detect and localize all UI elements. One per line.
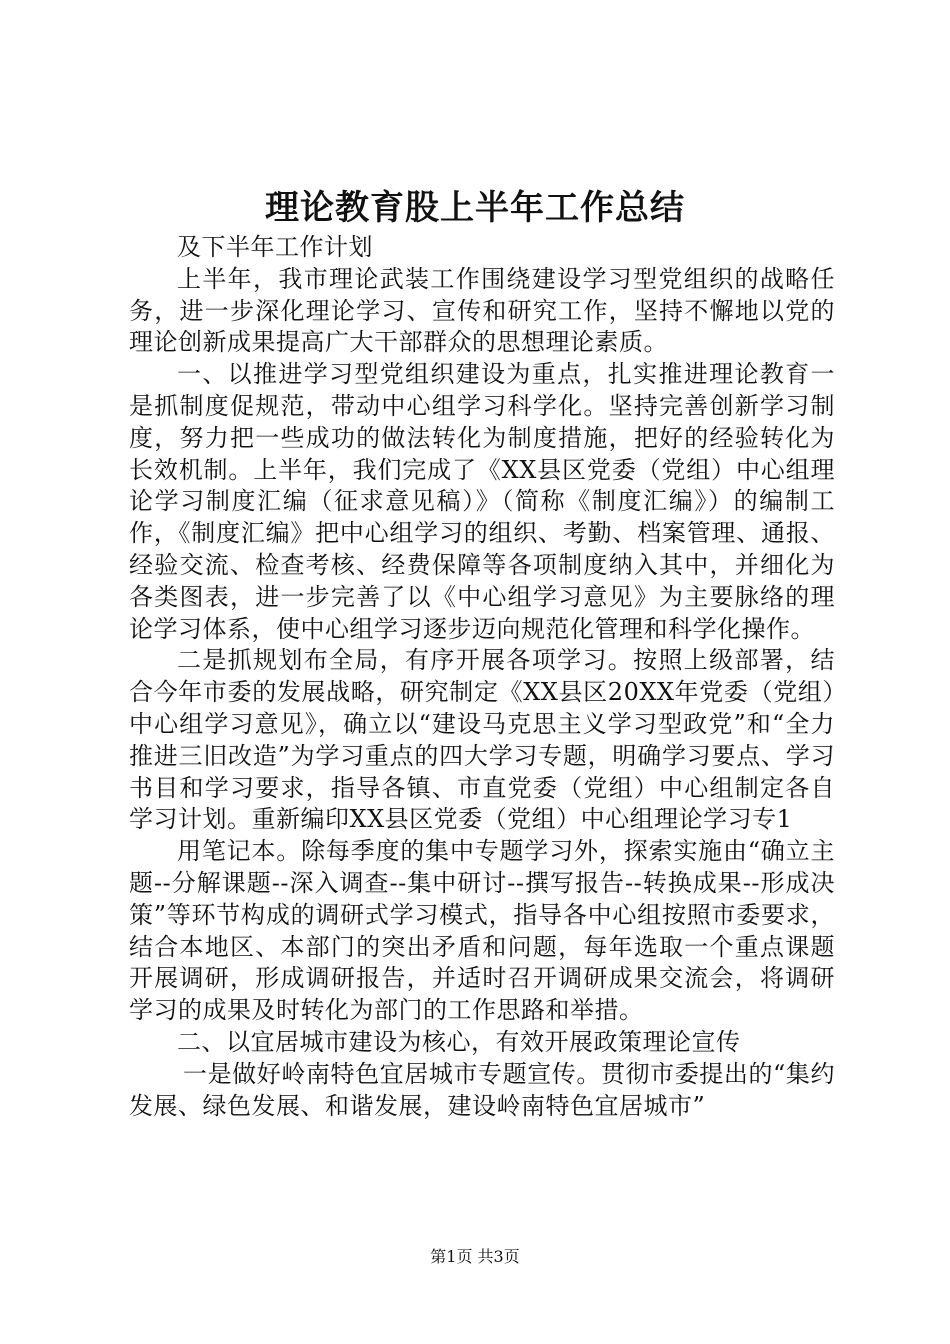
paragraph-intro: 上半年，我市理论武装工作围绕建设学习型党组织的战略任务，进一步深化理论学习、宣传和研究工作，坚持不懈地以党的理论创新成果提高广大干部群众的思想理论素质。 (129, 264, 835, 357)
paragraph-subtitle: 及下半年工作计划 (177, 233, 373, 261)
page-footer: 第1页 共3页 (430, 1247, 520, 1266)
document-title: 理论教育股上半年工作总结 (265, 188, 685, 228)
document-body (129, 232, 835, 1122)
paragraph-section-1: 一、以推进学习型党组织建设为重点，扎实推进理论教育一是抓制度促规范，带动中心组学习科学化。坚持完善创新学习制度，努力把一些成功的做法转化为制度措施，把好的经验转化为长效机制。上半年，我们完成了《XX县区党委（党组）中心组理论学习制度汇编（征求意见稿）》（简称《制度汇编》）的编制工作，《制度汇编》把中心组学习的组织、考勤、档案管理、通报、经验交流、检查考核、经费保障等各项制度纳入其中，并细化为各类图表，进一步完善了以《中心组学习意见》为主要脉络的理论学习体系，使中心组学习逐步迈向规范化管理和科学化操作。 (129, 360, 835, 643)
paragraph-section-2-item-1: 一是做好岭南特色宜居城市专题宣传。贯彻市委提出的“集约发展、绿色发展、和谐发展，建设岭南特色宜居城市” (129, 1059, 835, 1120)
paragraph-section-1-item-2: 二是抓规划布全局，有序开展各项学习。按照上级部署，结合今年市委的发展战略，研究制定《XX县区20XX年党委（党组）中心组学习意见》，确立以“建设马克思主义学习型政党”和“全力推进三旧改造”为学习重点的四大学习专题，明确学习要点、学习书目和学习要求，指导各镇、市直党委（党组）中心组制定各自学习计划。重新编印XX县区党委（党组）中心组理论学习专1 (129, 646, 835, 834)
paragraph-study-mode: 用笔记本。除每季度的集中专题学习外，探索实施由“确立主题--分解课题--深入调查--集中研讨--撰写报告--转换成果--形成决策”等环节构成的调研式学习模式，指导各中心组按照市委要求，结合本地区、本部门的突出矛盾和问题，每年选取一个重点课题开展调研，形成调研报告，并适时召开调研成果交流会，将调研学习的成果及时转化为部门的工作思路和举措。 (129, 837, 835, 1025)
paragraph-section-2-heading: 二、以宜居城市建设为核心，有效开展政策理论宣传 (177, 1027, 741, 1056)
